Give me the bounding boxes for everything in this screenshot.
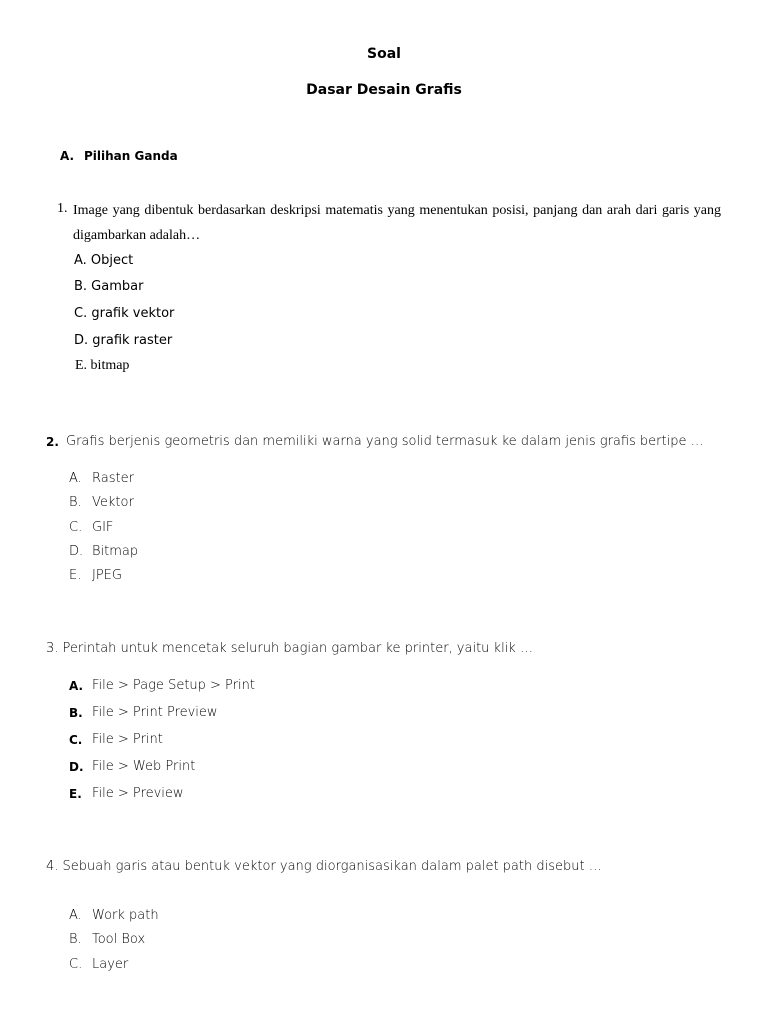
question-2-option-e-letter: E.: [69, 568, 82, 583]
question-4-option-a-letter: A.: [69, 908, 82, 923]
document-title: Soal: [367, 46, 401, 62]
question-1-number: 1.: [57, 201, 68, 216]
question-4-text: 4. Sebuah garis atau bentuk vektor yang diorganisasikan dalam palet path disebut …: [46, 859, 602, 874]
question-1-option-b: B. Gambar: [74, 279, 144, 294]
question-3-option-a-text: File > Page Setup > Print: [92, 678, 255, 693]
question-2-option-c-text: GIF: [92, 520, 114, 535]
question-1-text: Image yang dibentuk berdasarkan deskripsi matematis yang menentukan posisi, panjang dan arah dari garis yang digambarkan adalah…: [73, 203, 721, 243]
question-4-option-c-text: Layer: [92, 957, 129, 972]
section-letter: A.: [60, 149, 75, 163]
question-4-option-c-letter: C.: [69, 957, 83, 972]
question-1-option-e: E. bitmap: [75, 358, 130, 373]
question-2-option-d-text: Bitmap: [92, 544, 139, 559]
question-2-option-a-text: Raster: [92, 471, 134, 486]
question-2-option-c-letter: C.: [69, 520, 83, 535]
question-2-option-a-letter: A.: [69, 471, 82, 486]
question-3-option-d-text: File > Web Print: [92, 759, 196, 774]
question-2-number: 2.: [46, 435, 59, 449]
question-1-option-a: A. Object: [74, 253, 134, 268]
question-3-option-e-text: File > Preview: [92, 786, 184, 801]
question-2-option-e-text: JPEG: [92, 568, 122, 583]
document-subtitle: Dasar Desain Grafis: [306, 82, 462, 98]
question-1-option-c: C. grafik vektor: [74, 306, 175, 321]
question-2-option-b-letter: B.: [69, 495, 82, 510]
question-3-option-c-letter: C.: [69, 733, 83, 747]
question-4-option-b-text: Tool Box: [92, 932, 146, 947]
question-3-option-b-letter: B.: [69, 706, 83, 720]
question-4-option-a-text: Work path: [92, 908, 159, 923]
question-3-option-a-letter: A.: [69, 679, 84, 693]
question-2-option-b-text: Vektor: [92, 495, 134, 510]
question-3-text: 3. Perintah untuk mencetak seluruh bagian gambar ke printer, yaitu klik …: [46, 641, 533, 656]
section-label: Pilihan Ganda: [84, 149, 178, 163]
question-3-option-b-text: File > Print Preview: [92, 705, 218, 720]
question-2-option-d-letter: D.: [69, 544, 84, 559]
question-3-option-c-text: File > Print: [92, 732, 163, 747]
question-1-option-d: D. grafik raster: [74, 333, 173, 348]
question-2-text: Grafis berjenis geometris dan memiliki warna yang solid termasuk ke dalam jenis grafis bertipe …: [66, 434, 704, 449]
question-3-option-e-letter: E.: [69, 787, 82, 801]
question-3-option-d-letter: D.: [69, 760, 84, 774]
question-4-option-b-letter: B.: [69, 932, 82, 947]
